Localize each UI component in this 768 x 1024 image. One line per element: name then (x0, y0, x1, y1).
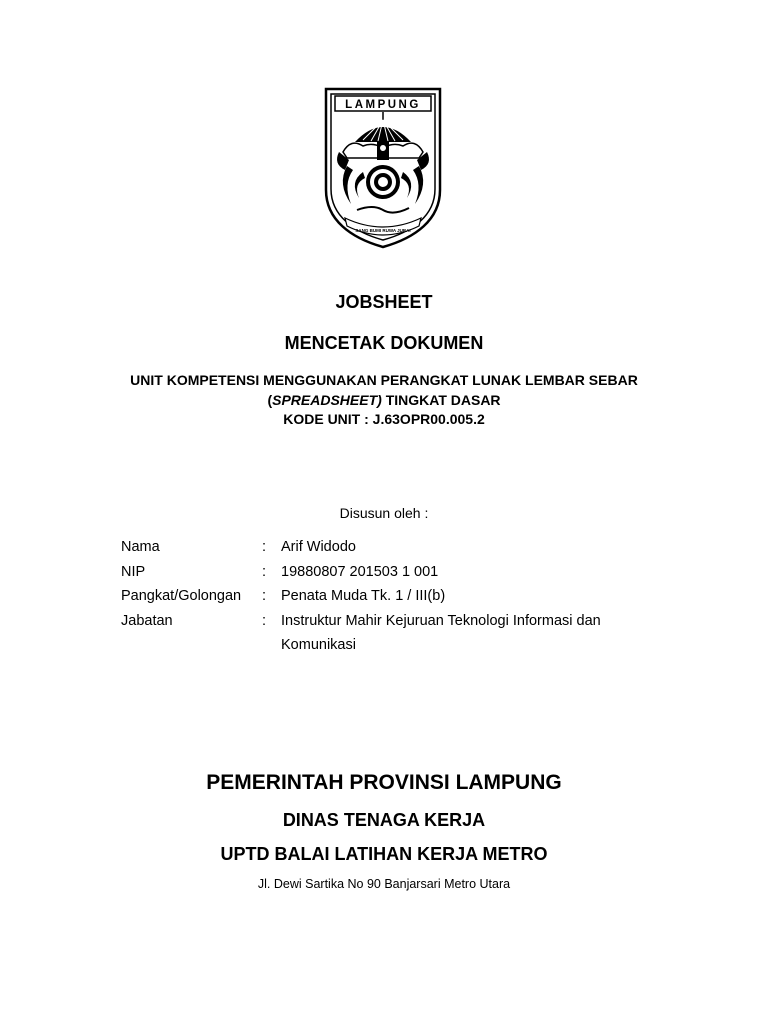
unit-line2-rest: TINGKAT DASAR (381, 392, 501, 408)
emblem-banner-text: LAMPUNG (345, 99, 421, 111)
info-colon: : (262, 588, 267, 604)
unit-line2-open: ( (267, 392, 273, 408)
unit-name: UPTD BALAI LATIHAN KERJA METRO (220, 844, 548, 864)
unit-kompetensi-line1: UNIT KOMPETENSI MENGGUNAKAN PERANGKAT LUNAK LEMBAR SEBAR (130, 372, 638, 388)
info-label: Pangkat/Golongan (121, 588, 242, 604)
info-value: Penata Muda Tk. 1 / III(b) (281, 588, 446, 604)
info-label: Nama (121, 539, 160, 555)
document-title: MENCETAK DOKUMEN (284, 333, 484, 353)
kode-unit: KODE UNIT : J.63OPR00.005.2 (283, 411, 485, 427)
info-colon: : (262, 612, 267, 629)
info-colon: : (262, 539, 267, 555)
document-type-title: JOBSHEET (335, 292, 433, 312)
info-label: Jabatan (121, 612, 173, 629)
department-name: DINAS TENAGA KERJA (282, 810, 486, 830)
info-value: Arif Widodo (281, 539, 356, 555)
unit-kompetensi-line2 (0, 392, 768, 408)
address: Jl. Dewi Sartika No 90 Banjarsari Metro Utara (257, 877, 511, 891)
author-heading: Disusun oleh : (339, 505, 429, 521)
unit-line2-italic: SPREADSHEET) (272, 392, 382, 408)
lampung-emblem (323, 86, 443, 250)
emblem-motto-text: SANG BUMI RUWA JURAI (355, 228, 411, 233)
government-name: PEMERINTAH PROVINSI LAMPUNG (206, 771, 562, 794)
info-value: Instruktur Mahir Kejuruan Teknologi Informasi dan Komunikasi (281, 612, 601, 653)
info-label: NIP (121, 563, 146, 580)
info-colon: : (262, 563, 267, 580)
info-value: 19880807 201503 1 001 (281, 563, 439, 580)
